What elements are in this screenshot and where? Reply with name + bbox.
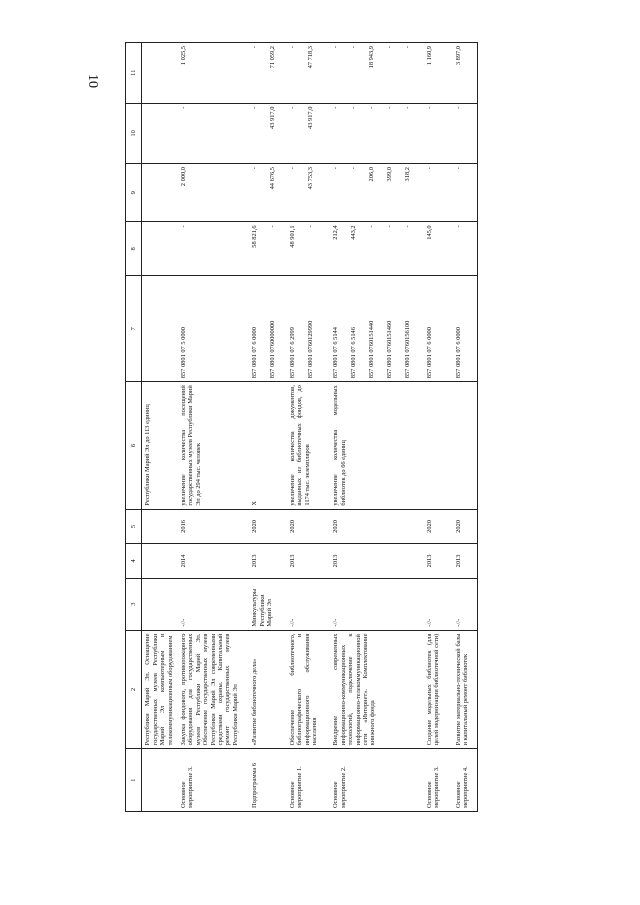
amount-value: - <box>386 106 394 109</box>
cell-c6 <box>424 382 453 509</box>
amount-value: 443,2 <box>350 225 358 240</box>
header-cell: 1 <box>126 749 142 812</box>
cell-c4: 2013 <box>287 544 331 579</box>
amount-value: 71 059,2 <box>269 46 277 69</box>
amount-value: - <box>350 106 358 109</box>
table-row <box>249 43 286 812</box>
amount-value: 43 917,0 <box>269 106 277 129</box>
amount-value: 43 753,3 <box>306 167 314 190</box>
amount-value: 58 821,6 <box>251 225 259 248</box>
amount-value: - <box>251 106 259 109</box>
cell-c9 <box>249 164 286 222</box>
amount-value: 318,2 <box>404 167 412 182</box>
cell-c5: 2020 <box>424 509 453 544</box>
amount-value: 48 901,1 <box>288 225 296 248</box>
cell-c3: -//- <box>424 578 453 630</box>
budget-code: 857 0801 0760156100 <box>404 320 412 379</box>
cell-c5 <box>142 509 178 544</box>
cell-c8 <box>424 222 453 276</box>
program-activities-table <box>125 42 478 812</box>
amount-value: - <box>454 106 462 109</box>
cell-c1: Основное мероприятие 1. <box>287 749 331 812</box>
cell-c4: 2014 <box>178 544 249 579</box>
table-row <box>178 43 249 812</box>
amount-value: - <box>251 46 259 49</box>
amount-value: 1 025,5 <box>180 46 188 66</box>
page-number: 10 <box>85 74 100 88</box>
cell-c7 <box>178 276 249 382</box>
cell-c6: увеличение количества посещений государственных музеев Республики Марий Эл до 294 тыс. человек <box>178 382 249 509</box>
cell-c11 <box>424 43 453 104</box>
cell-c3: -//- <box>453 578 478 630</box>
amount-value: - <box>425 167 433 170</box>
cell-c11 <box>330 43 423 104</box>
budget-code: 857 0801 07 6 5144 <box>332 327 340 379</box>
cell-c5: 2016 <box>178 509 249 544</box>
amount-value: 2 000,0 <box>180 167 188 187</box>
budget-code: 857 0801 0760151460 <box>386 320 394 379</box>
budget-code: 857 0801 07 6 0000 <box>251 327 259 379</box>
cell-c8 <box>249 222 286 276</box>
budget-code: 857 0801 07 6 5146 <box>350 327 358 379</box>
table-header-row <box>126 43 142 812</box>
cell-c8 <box>453 222 478 276</box>
header-cell: 3 <box>126 578 142 630</box>
amount-value: - <box>288 46 296 49</box>
cell-c10 <box>178 103 249 163</box>
cell-c10 <box>142 103 178 163</box>
amount-value: - <box>288 106 296 109</box>
cell-c9 <box>453 164 478 222</box>
header-cell: 10 <box>126 103 142 163</box>
budget-code: 857 0801 0760129990 <box>306 320 314 379</box>
cell-c2: Развитие материально-технической базы и капитальный ремонт библиотек <box>453 630 478 749</box>
cell-c5: 2020 <box>287 509 331 544</box>
amount-value: 212,4 <box>332 225 340 240</box>
cell-c11 <box>287 43 331 104</box>
budget-code: 857 0801 07 6 0000 <box>454 327 462 379</box>
cell-c6: X <box>249 382 286 509</box>
cell-c1: Основное мероприятие 3. <box>178 749 249 812</box>
cell-c10 <box>249 103 286 163</box>
amount-value: - <box>332 167 340 170</box>
cell-c7 <box>453 276 478 382</box>
amount-value: - <box>332 106 340 109</box>
cell-c4: 2013 <box>330 544 423 579</box>
table-row <box>330 43 423 812</box>
cell-c10 <box>453 103 478 163</box>
amount-value: - <box>180 225 188 228</box>
cell-c2: Обеспечение библиотечного, библиографического и информационного обслуживания населения <box>287 630 331 749</box>
cell-c3: -//- <box>287 578 331 630</box>
amount-value: 206,0 <box>368 167 376 182</box>
amount-value: 145,0 <box>425 225 433 240</box>
cell-c11 <box>249 43 286 104</box>
cell-c4: 2013 <box>249 544 286 579</box>
cell-c6 <box>453 382 478 509</box>
amount-value: 18 943,9 <box>368 46 376 69</box>
cell-c4 <box>142 544 178 579</box>
cell-c8 <box>178 222 249 276</box>
header-cell: 2 <box>126 630 142 749</box>
budget-code: 857 0801 0760000000 <box>269 320 277 379</box>
rotated-table-container <box>125 42 625 812</box>
header-cell: 4 <box>126 544 142 579</box>
amount-value: - <box>386 46 394 49</box>
cell-c9 <box>287 164 331 222</box>
cell-c6: Республики Марий Эл до 113 единиц <box>142 382 178 509</box>
table-row <box>424 43 453 812</box>
cell-c5: 2020 <box>453 509 478 544</box>
cell-c8 <box>287 222 331 276</box>
cell-c10 <box>330 103 423 163</box>
cell-c3: Минкультуры Республики Марий Эл <box>249 578 286 630</box>
amount-value: - <box>425 106 433 109</box>
cell-c11 <box>453 43 478 104</box>
cell-c1: Подпрограмма 6 <box>249 749 286 812</box>
header-cell: 11 <box>126 43 142 104</box>
cell-c7 <box>287 276 331 382</box>
amount-value: - <box>350 46 358 49</box>
cell-c6: увеличение количества документов, выданных из библиотечных фондов, до 1174 тыс. экземпляров <box>287 382 331 509</box>
amount-value: - <box>368 106 376 109</box>
table-row <box>287 43 331 812</box>
amount-value: - <box>404 106 412 109</box>
table-row <box>142 43 178 812</box>
table-row <box>453 43 478 812</box>
header-cell: 9 <box>126 164 142 222</box>
amount-value: - <box>332 46 340 49</box>
amount-value: - <box>288 167 296 170</box>
cell-c7 <box>424 276 453 382</box>
cell-c8 <box>330 222 423 276</box>
header-cell: 7 <box>126 276 142 382</box>
cell-c9 <box>178 164 249 222</box>
cell-c5: 2020 <box>249 509 286 544</box>
cell-c10 <box>424 103 453 163</box>
amount-value: - <box>350 167 358 170</box>
amount-value: 44 676,5 <box>269 167 277 190</box>
cell-c2: Создание модельных библиотек (для целей модернизации библиотечной сети) <box>424 630 453 749</box>
cell-c8 <box>142 222 178 276</box>
cell-c5: 2020 <box>330 509 423 544</box>
cell-c2: Закупка фондового, противопожарного оборудования для государственных музеев Республики Марий Эл. Обеспечение государственных музеев Республики Марий Эл современными средствами охраны. Капитальный ремонт государственных музеев Республики Марий Эл <box>178 630 249 749</box>
header-cell: 5 <box>126 509 142 544</box>
cell-c1: Основное мероприятие 3. <box>424 749 453 812</box>
amount-value: - <box>368 225 376 228</box>
cell-c2: Республики Марий Эл. Оснащение государственных музеев Республики Марий Эл компьютерным и телекоммуникационным оборудованием <box>142 630 178 749</box>
cell-c7 <box>249 276 286 382</box>
budget-code: 857 0801 07 6 2999 <box>288 327 296 379</box>
cell-c1 <box>142 749 178 812</box>
amount-value: - <box>180 106 188 109</box>
cell-c2: Внедрение современных информационно-коммуникационных технологий, подключение к информационно-телекоммуникационной сети «Интернет». Комплектование книжного фонда <box>330 630 423 749</box>
amount-value: 47 718,3 <box>306 46 314 69</box>
cell-c2: «Развитие библиотечного дела» <box>249 630 286 749</box>
budget-code: 857 0801 0760151440 <box>368 320 376 379</box>
cell-c3: -//- <box>178 578 249 630</box>
amount-value: - <box>269 225 277 228</box>
cell-c9 <box>330 164 423 222</box>
cell-c4: 2013 <box>453 544 478 579</box>
cell-c6: увеличение количества модельных библиотек до 66 единиц <box>330 382 423 509</box>
header-cell: 8 <box>126 222 142 276</box>
cell-c1: Основное мероприятие 4. <box>453 749 478 812</box>
amount-value: 3 897,0 <box>454 46 462 66</box>
amount-value: - <box>454 225 462 228</box>
cell-c7 <box>142 276 178 382</box>
cell-c10 <box>287 103 331 163</box>
amount-value: 399,0 <box>386 167 394 182</box>
header-cell: 6 <box>126 382 142 509</box>
cell-c3: -//- <box>330 578 423 630</box>
cell-c11 <box>178 43 249 104</box>
amount-value: - <box>386 225 394 228</box>
budget-code: 857 0801 07 6 0000 <box>425 327 433 379</box>
budget-code: 857 0801 07 5 0000 <box>180 327 188 379</box>
table-body <box>142 43 478 812</box>
amount-value: 43 917,0 <box>306 106 314 129</box>
cell-c9 <box>424 164 453 222</box>
amount-value: - <box>404 225 412 228</box>
cell-c3 <box>142 578 178 630</box>
amount-value: - <box>306 225 314 228</box>
amount-value: - <box>454 167 462 170</box>
cell-c7 <box>330 276 423 382</box>
amount-value: - <box>251 167 259 170</box>
cell-c1: Основное мероприятие 2. <box>330 749 423 812</box>
cell-c11 <box>142 43 178 104</box>
cell-c9 <box>142 164 178 222</box>
amount-value: 1 160,9 <box>425 46 433 66</box>
cell-c4: 2013 <box>424 544 453 579</box>
amount-value: - <box>404 46 412 49</box>
